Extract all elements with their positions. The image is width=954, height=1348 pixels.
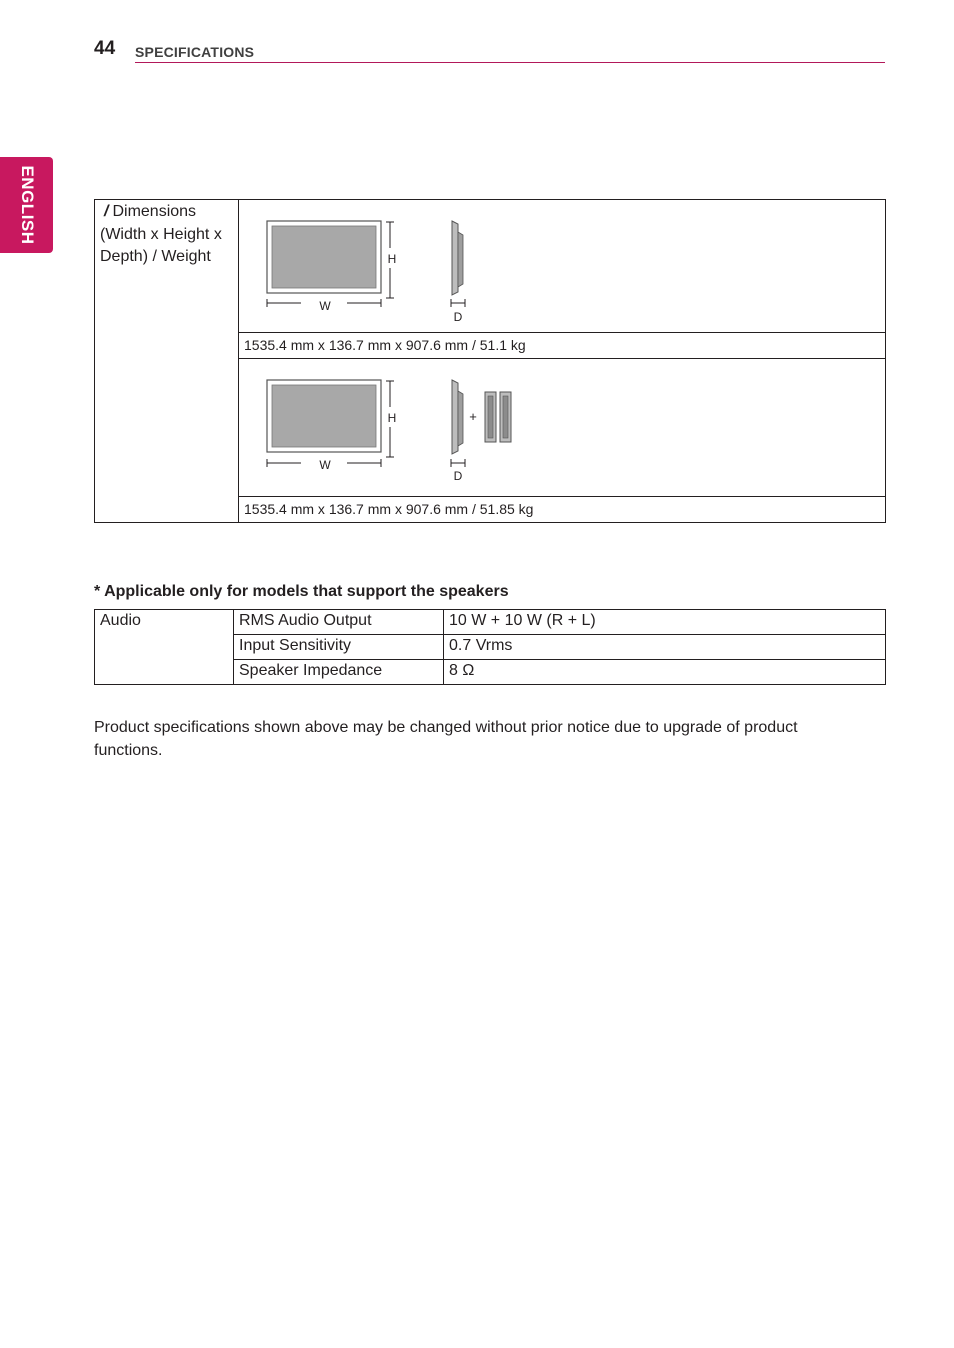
section-title: SPECIFICATIONS — [135, 44, 255, 60]
height-label: H — [387, 411, 397, 425]
tv-side-view — [452, 380, 458, 454]
header-rule — [135, 62, 885, 63]
speaker-note: * Applicable only for models that support the speakers — [94, 583, 509, 600]
tv-dimension-diagram-1 — [239, 200, 899, 332]
dimensions-label-cell — [95, 200, 239, 523]
tv-front-screen — [272, 226, 376, 288]
diagram-cell-1 — [239, 200, 886, 333]
audio-spec-value: 10 W + 10 W (R + L) — [444, 610, 886, 635]
diagram-cell-2 — [239, 359, 886, 497]
depth-label: D — [453, 310, 463, 324]
audio-spec-name: Input Sensitivity — [234, 635, 444, 660]
width-label: W — [319, 299, 331, 313]
label-mark: / — [104, 203, 109, 220]
width-label: W — [319, 458, 331, 472]
speaker-units-icon — [485, 392, 511, 442]
height-label: H — [387, 252, 397, 266]
dimensions-table — [94, 199, 886, 523]
audio-spec-value: 0.7 Vrms — [444, 635, 886, 660]
tv-side-view — [452, 221, 458, 295]
depth-label: D — [453, 469, 463, 483]
audio-spec-name: RMS Audio Output — [234, 610, 444, 635]
audio-spec-value: 8 Ω — [444, 660, 886, 685]
measurement-cell-2: 1535.4 mm x 136.7 mm x 907.6 mm / 51.85 kg — [239, 497, 886, 523]
audio-category-cell: Audio — [95, 610, 234, 685]
measurement-cell-1: 1535.4 mm x 136.7 mm x 907.6 mm / 51.1 kg — [239, 333, 886, 359]
tv-dimension-diagram-2 — [239, 359, 899, 496]
plus-label: + — [469, 409, 477, 424]
table-row — [95, 610, 886, 635]
spec-change-notice: Product specifications shown above may be changed without prior notice due to upgrade of product functions. — [94, 719, 798, 759]
tv-front-screen — [272, 385, 376, 447]
dimensions-label: Dimensions (Width x Height x Depth) / Weight — [100, 203, 222, 265]
language-tab-label: ENGLISH — [17, 165, 37, 245]
audio-spec-name: Speaker Impedance — [234, 660, 444, 685]
page-number: 44 — [94, 38, 116, 59]
audio-table — [94, 609, 886, 685]
language-tab — [0, 157, 53, 253]
